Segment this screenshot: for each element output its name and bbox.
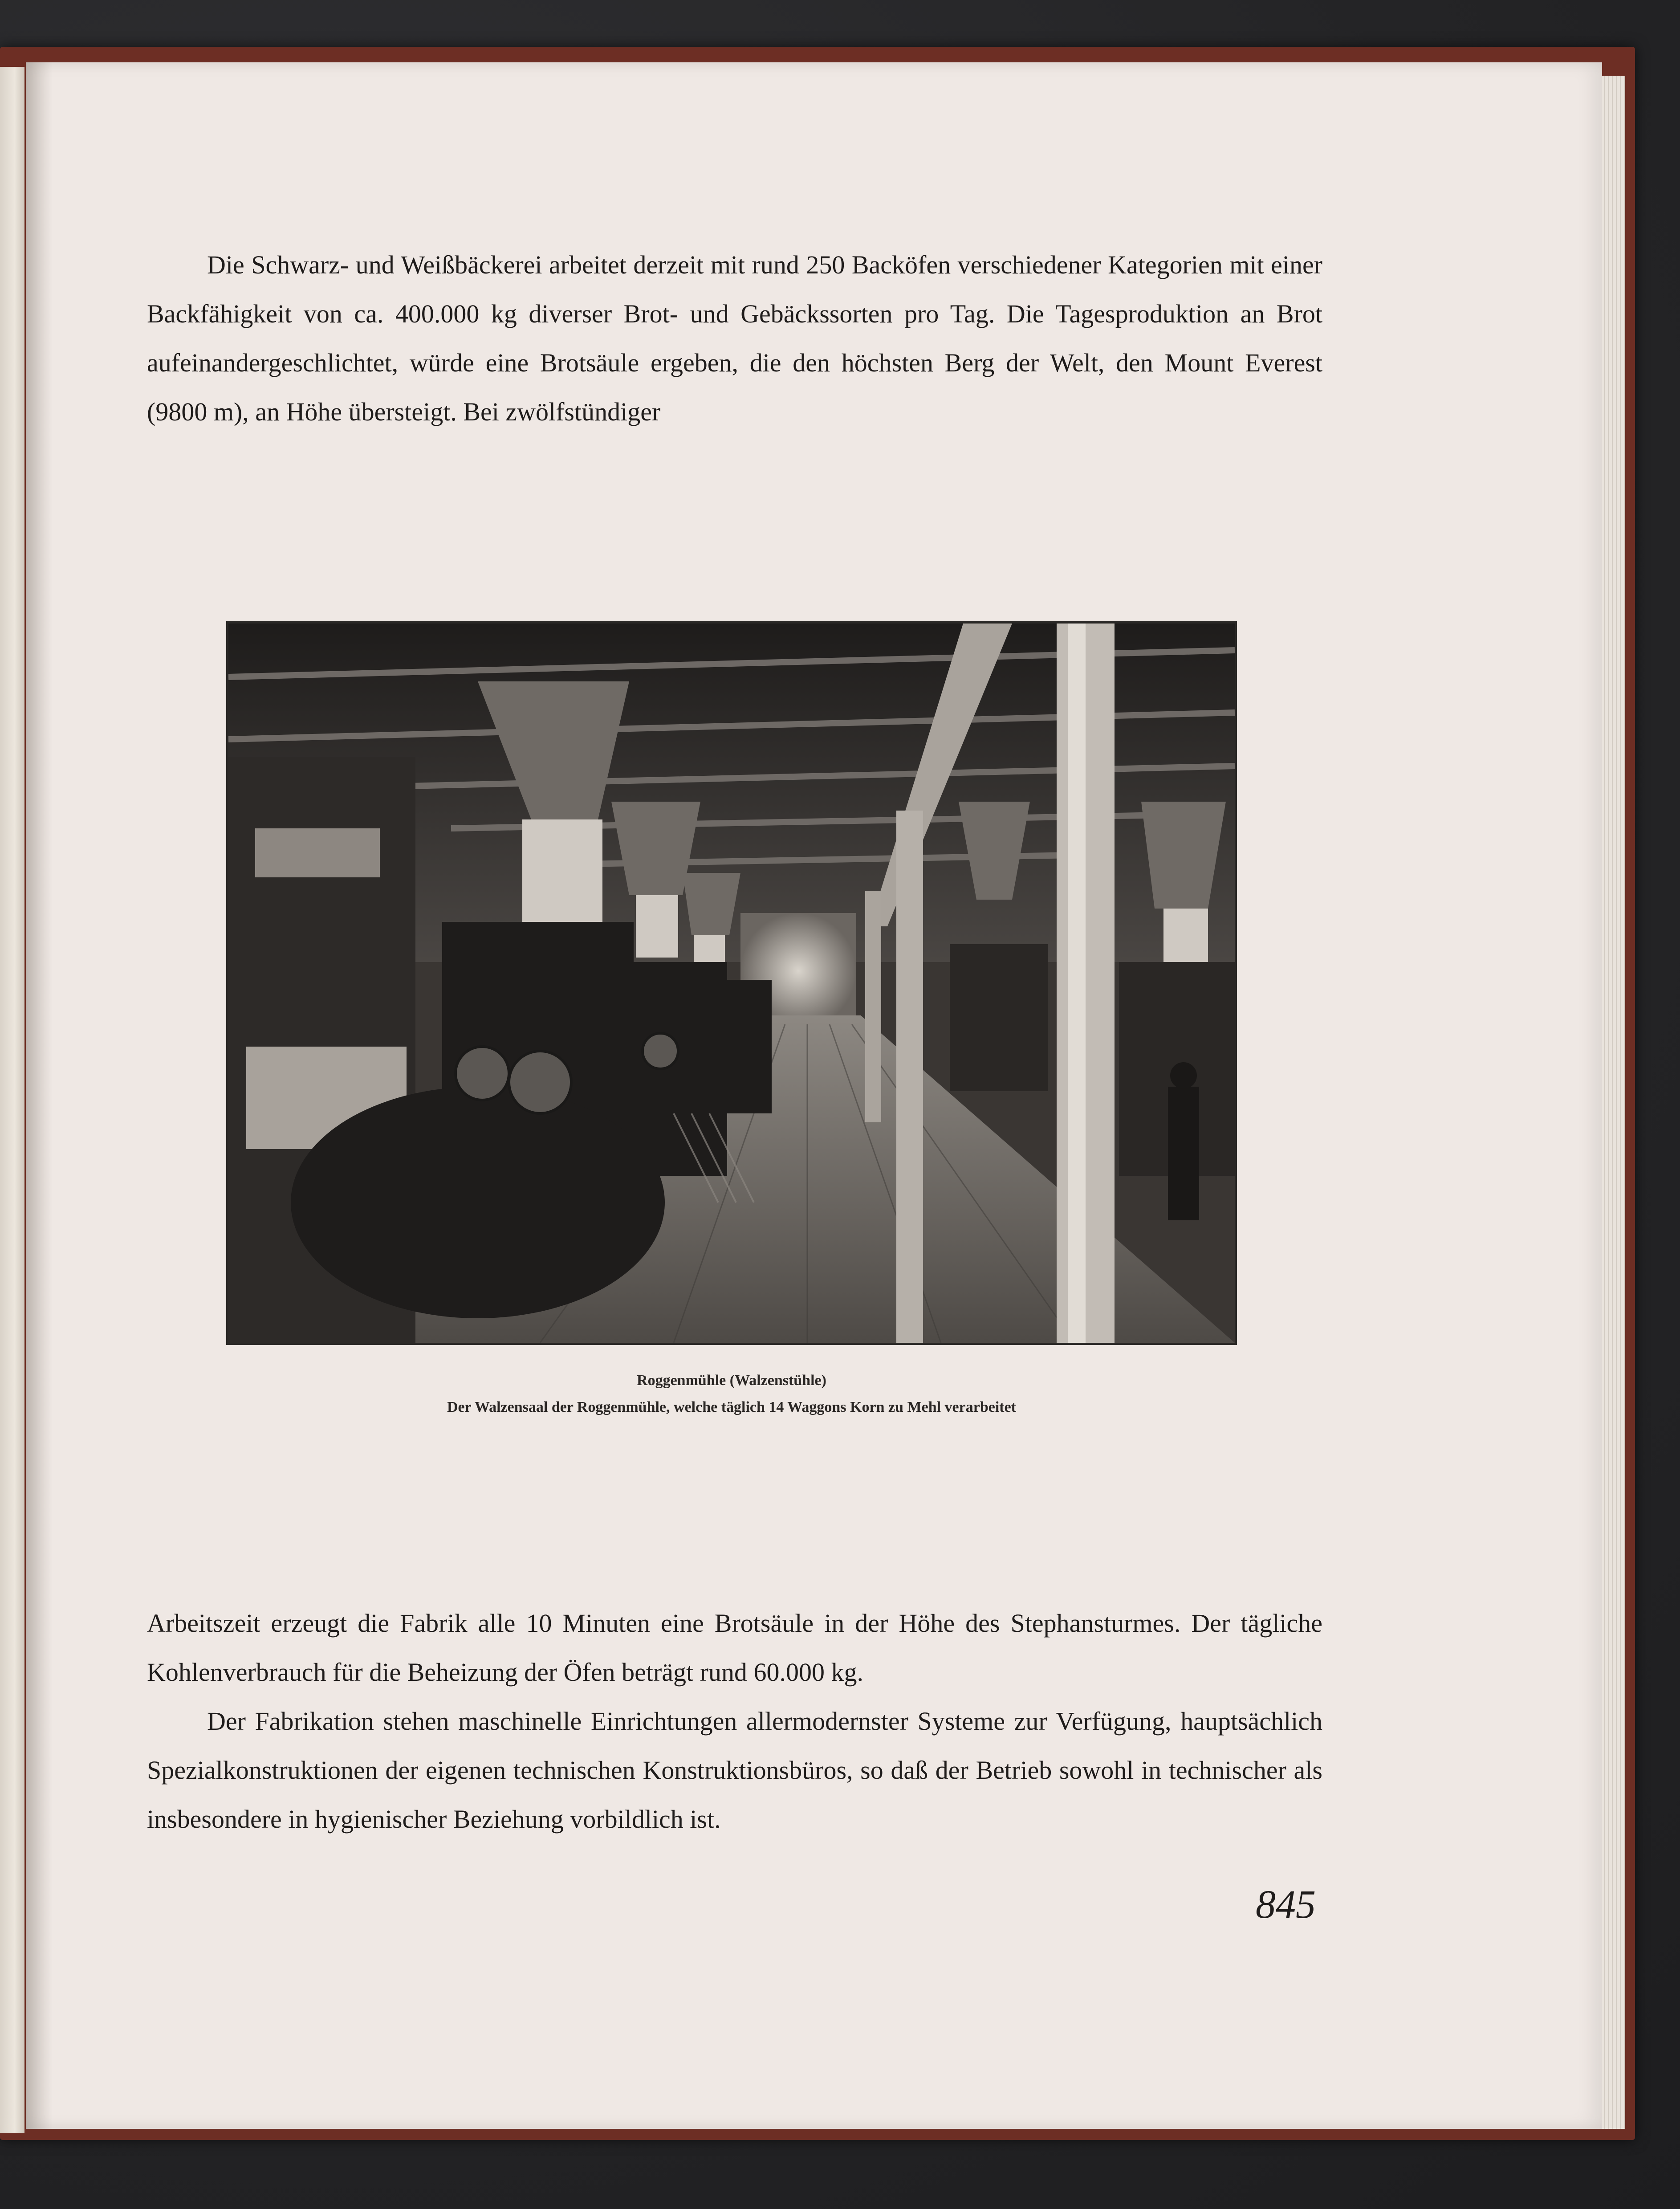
mill-hall-image <box>228 624 1235 1343</box>
left-page-edge <box>0 67 24 2133</box>
figure-caption-description: Der Walzensaal der Roggenmühle, welche täglich 14 Waggons Korn zu Mehl verarbeitet <box>447 1399 1017 1415</box>
figure-caption-title: Roggenmühle (Walzenstühle) <box>637 1372 826 1389</box>
gutter-shadow <box>26 62 53 2129</box>
paragraph-top: Die Schwarz- und Weißbäckerei arbeitet derzeit mit rund 250 Backöfen verschiedener Kategorien mit einer Backfähigkeit von ca. 400.000 kg diverser Brot- und Gebäckssorten pro Tag. Die Tagesproduktion an Brot aufeinandergeschlichtet, würde eine Brotsäule ergeben, die den höchsten Berg der Welt, den Mount Everest (9800 m), an Höhe übersteigt. Bei zwölfstündiger <box>147 250 1322 426</box>
paragraph-bottom-2: Der Fabrikation stehen maschinelle Einrichtungen allermodernster Systeme zur Verfügung, hauptsächlich Spezialkonstruktionen der eigenen technischen Konstruktionsbüros, so daß der Betrieb sowohl in technischer als insbesondere in hygienischer Beziehung vorbildlich ist. <box>147 1707 1322 1834</box>
paragraph-bottom-1: Arbeitszeit erzeugt die Fabrik alle 10 Minuten eine Brotsäule in der Höhe des Stephansturmes. Der tägliche Kohlenverbrauch für die Beheizung der Öfen beträgt rund 60.000 kg. <box>147 1609 1322 1687</box>
mill-photograph <box>226 621 1237 1345</box>
page-number: 845 <box>1256 1883 1316 1927</box>
